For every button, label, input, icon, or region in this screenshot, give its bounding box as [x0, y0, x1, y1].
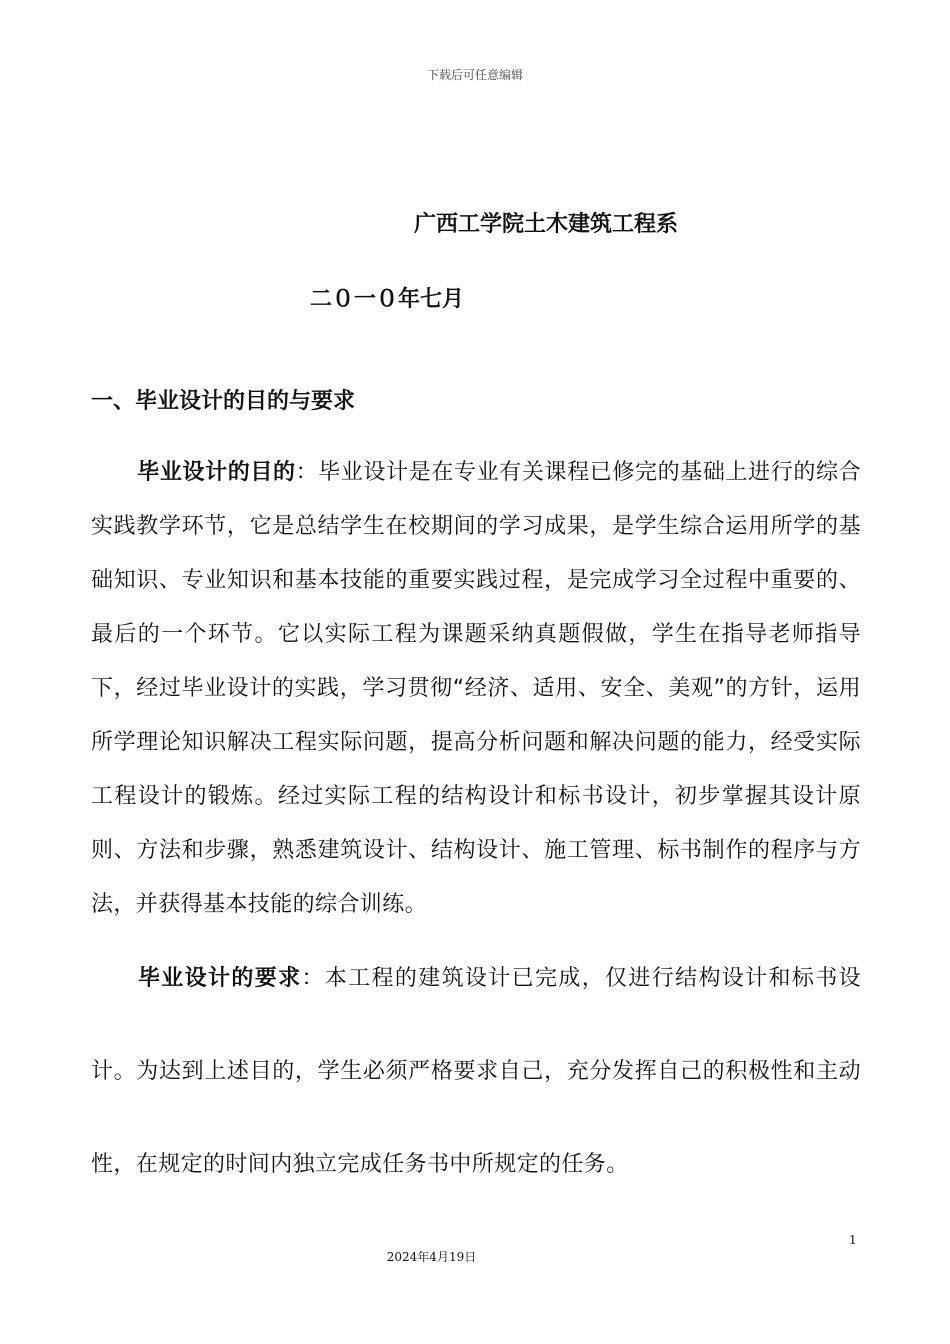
page-number: 1 [849, 1233, 857, 1247]
organization-title: 广西工学院土木建筑工程系 [414, 212, 679, 237]
footer-date: 2024年4月19日 [386, 1250, 477, 1264]
requirement-paragraph [91, 932, 861, 1211]
purpose-text: ：毕业设计是在专业有关课程已修完的基础上进行的综合实践教学环节，它是总结学生在校期间的学习成果，是学生综合运用所学的基础知识、专业知识和基本技能的重要实践过程，是完成学习全过程中重要的、最后的一个环节。它以实际工程为课题采纳真题假做，学生在指导老师指导下，经过毕业设计的实践，学习贯彻“经济、适用、安全、美观”的方针，运用所学理论知识解决工程实际问题，提高分析问题和解决问题的能力，经受实际工程设计的锻炼。经过实际工程的结构设计和标书设计，初步掌握其设计原则、方法和步骤，熟悉建筑设计、结构设计、施工管理、标书制作的程序与方法，并获得基本技能的综合训练。 [91, 460, 861, 917]
requirement-label: 毕业设计的要求 [137, 966, 302, 991]
purpose-paragraph [91, 446, 861, 932]
document-date-title: 二０一０年七月 [310, 287, 465, 312]
purpose-label: 毕业设计的目的 [137, 460, 296, 485]
header-note: 下载后可任意编辑 [426, 68, 523, 82]
requirement-text: ：本工程的建筑设计已完成，仅进行结构设计和标书设计。为达到上述目的，学生必须严格要求自己，充分发挥自己的积极性和主动性，在规定的时间内独立完成任务书中所规定的任务。 [91, 966, 861, 1177]
section-heading: 一、毕业设计的目的与要求 [91, 389, 356, 414]
